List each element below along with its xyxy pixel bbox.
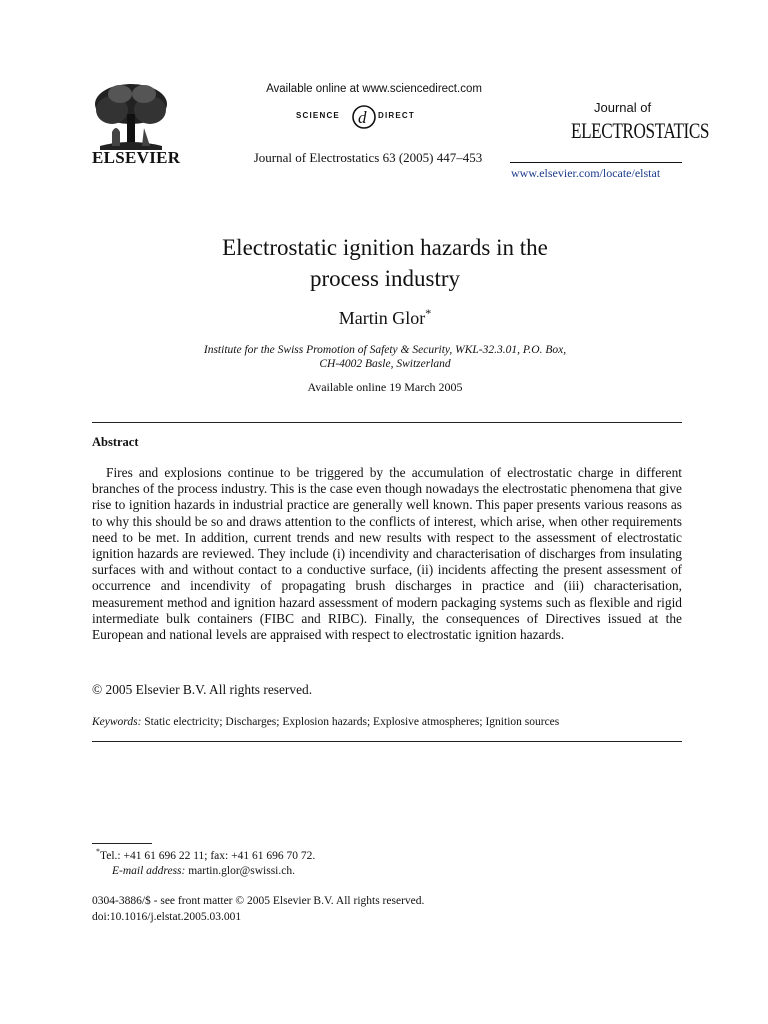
journal-name: ELECTROSTATICS <box>571 118 710 143</box>
footnote-contact <box>96 847 315 862</box>
journal-divider <box>510 162 682 163</box>
abstract-top-rule <box>92 422 682 423</box>
sd-science-text: SCIENCE <box>296 111 340 120</box>
abstract-body: Fires and explosions continue to be triggered by the accumulation of electrostatic charge in different branches of the process industry. This is the case even though nowadays the electrostatic phenomena that give rise to ignition hazards in industrial practice are generally well known. This paper presents various reasons as to why this should be so and draws attention to the conflicts of interest, which arise, when other requirements need to be met. In addition, current trends and new results with respect to the assessment of electrostatic ignition hazards are reviewed. They include (i) incendivity and characterisation of discharges from insulating surfaces with and without contact to a conductive surface, (ii) incidents affecting the present assessment of occurrence and incendivity of propagating brush discharges in practice and (iii) characterisation, measurement method and ignition hazard assessment of modern packaging systems such as flexible and rigid intermediate bulk containers (FIBC and RIBC). Finally, the consequences of Directives issued at the European and national levels are appraised with respect to electrostatic ignition hazards. <box>92 465 682 643</box>
email-link[interactable]: martin.glor@swissi.ch. <box>188 865 295 877</box>
footnote-email <box>112 865 295 877</box>
title-line-2: process industry <box>309 266 461 291</box>
sciencedirect-logo <box>296 103 446 131</box>
affiliation <box>90 343 680 371</box>
doi-link[interactable]: doi:10.1016/j.elstat.2005.03.001 <box>92 911 242 923</box>
abstract-heading: Abstract <box>92 435 139 449</box>
footnote-contact-text: Tel.: +41 61 696 22 11; fax: +41 61 696 70 72. <box>100 849 316 862</box>
journal-url-link[interactable]: www.elsevier.com/locate/elstat <box>511 166 661 180</box>
email-label: E-mail address: <box>112 865 186 877</box>
keywords-label: Keywords: <box>92 716 142 728</box>
affiliation-line-1: Institute for the Swiss Promotion of Safety & Security, WKL-32.3.01, P.O. Box, <box>203 344 567 356</box>
affiliation-line-2: CH-4002 Basle, Switzerland <box>319 358 451 370</box>
publisher-name: ELSEVIER <box>92 148 181 167</box>
journal-of-label: Journal of <box>594 100 652 115</box>
author-name: Martin Glor <box>338 308 426 328</box>
available-date: Available online 19 March 2005 <box>307 380 463 394</box>
available-online-text: Available online at www.sciencedirect.com <box>266 83 482 95</box>
keywords-text: Static electricity; Discharges; Explosion hazards; Explosive atmospheres; Ignition sources <box>144 716 560 728</box>
article-title <box>90 232 680 294</box>
abstract-copyright: © 2005 Elsevier B.V. All rights reserved. <box>92 682 313 697</box>
journal-citation: Journal of Electrostatics 63 (2005) 447–453 <box>253 150 483 165</box>
footnote-rule <box>92 843 152 844</box>
sd-d-icon <box>351 103 377 131</box>
svg-text:d: d <box>358 108 367 127</box>
author-footnote-mark[interactable]: * <box>425 306 432 320</box>
keywords-line <box>92 716 682 728</box>
abstract-bottom-rule <box>92 741 682 742</box>
title-line-1: Electrostatic ignition hazards in the <box>222 235 548 260</box>
footnote-mark: * <box>96 847 100 856</box>
sd-direct-text: DIRECT <box>378 111 415 120</box>
front-matter-line: 0304-3886/$ - see front matter © 2005 Elsevier B.V. All rights reserved. <box>92 895 425 907</box>
author-line <box>90 308 680 329</box>
